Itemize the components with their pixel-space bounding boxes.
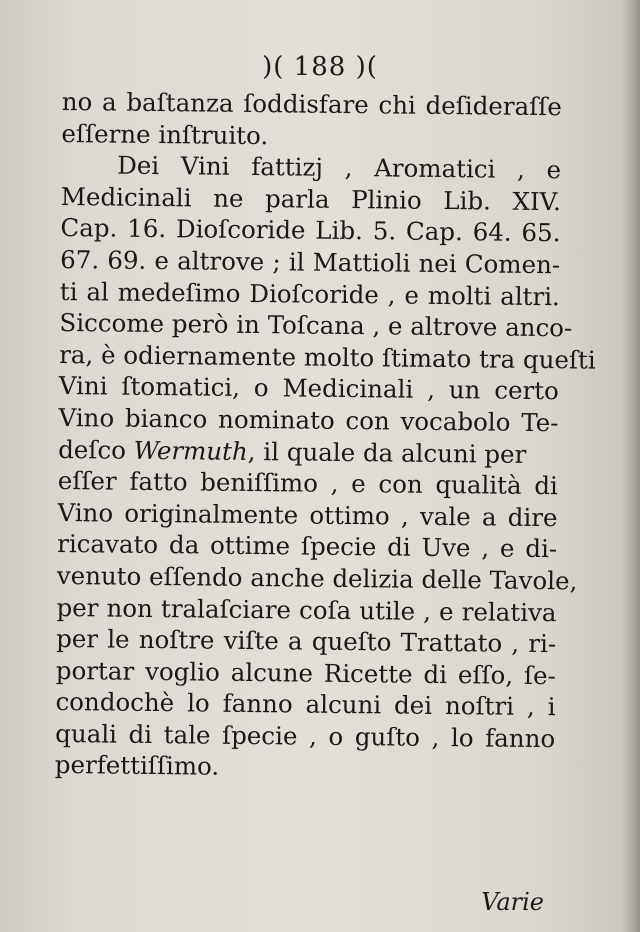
text-line: eſſerne inſtruito.	[61, 118, 269, 150]
text-line	[58, 434, 558, 471]
text-line: ti al medeſimo Dioſcoride , e molti altri.	[59, 276, 560, 311]
text-fragment: deſco	[58, 434, 127, 465]
text-line: portar voglio alcune Ricette di eſſo, ſe-	[55, 655, 557, 690]
text-line: Medicinali ne parla Plinio Lib. XIV.	[60, 181, 561, 217]
text-line: Vino originalmente ottimo , vale a dire	[57, 497, 558, 532]
text-line: perfettiſſimo.	[54, 750, 220, 782]
text-line: venuto eſſendo anche delizia delle Tavole,	[56, 560, 578, 596]
text-line: Cap. 16. Dioſcoride Lib. 5. Cap. 64. 65.	[60, 213, 561, 248]
body-text	[54, 86, 596, 786]
text-line: condochè lo fanno alcuni dei noſtri , i	[55, 687, 556, 722]
text-line: per non tralaſciare coſa utile , e relativa	[56, 592, 557, 627]
text-line: ricavato da ottime ſpecie di Uve , e di-	[57, 529, 558, 564]
text-line: eſſer fatto beniſſimo , e con qualità di	[57, 466, 558, 501]
italic-term: Wermuth	[133, 435, 248, 466]
text-line: Vini ſtomatici, o Medicinali , un certo	[58, 371, 559, 406]
text-line: ra, è odiernamente molto ſtimato tra queſti	[59, 339, 596, 375]
text-line: Siccome però in Toſcana , e altrove anco-	[59, 308, 573, 343]
page-number-header: )( 188 )(	[262, 52, 378, 82]
text-fragment: , il quale da alcuni per	[247, 436, 527, 469]
text-line: per le noſtre viſte a queſto Trattato , ri-	[56, 624, 557, 659]
text-line: 67. 69. e altrove ; il Mattioli nei Comen-	[60, 244, 561, 280]
text-line: Dei Vini fattizj , Aromatici , e	[117, 150, 562, 185]
text-line: quali di tale ſpecie , o guſto , lo fanno	[55, 718, 556, 754]
text-line: Vino bianco nominato con vocabolo Te-	[58, 402, 559, 438]
text-line: no a baſtanza ſoddisfare chi deſideraſſe	[61, 86, 562, 122]
catchword: Varie	[481, 888, 544, 916]
